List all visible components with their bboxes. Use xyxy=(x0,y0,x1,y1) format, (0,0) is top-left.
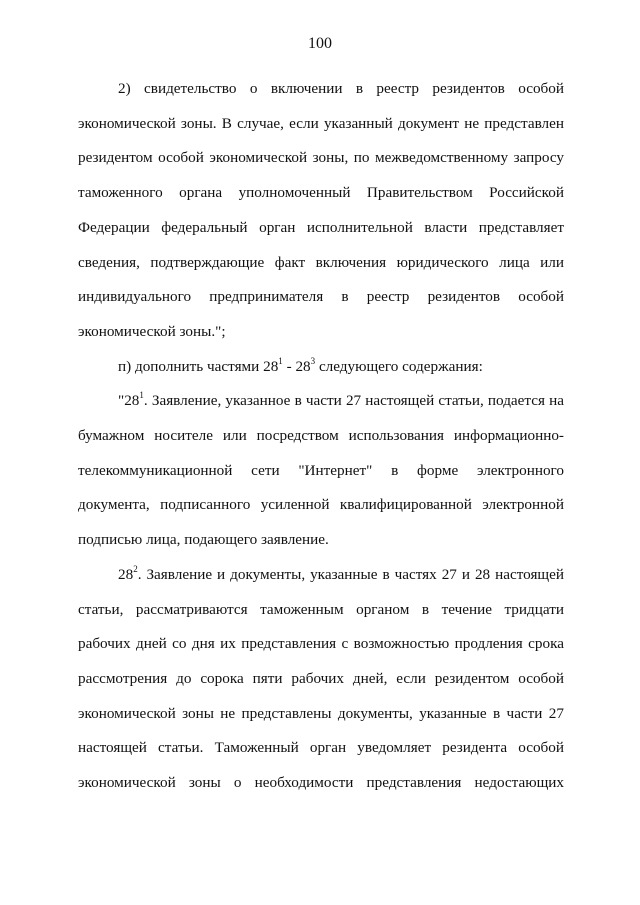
amendment-intro-text: следующего содержания: xyxy=(315,357,483,375)
paragraph-certificate: 2) свидетельство о включении в реестр резидентов особой экономической зоны. В случае, если указанный документ не представлен резидентом особой экономической зоны, по межведомственному запросу таможенного органа уполномоченный Правительством Российской Федерации федеральный орган исполнительной власти представляет сведения, подтверждающие факт включения юридического лица или индивидуального предпринимателя в реестр резидентов особой экономической зоны."; xyxy=(78,80,564,340)
paragraph-part-28-2 xyxy=(78,558,564,801)
superscript: 1 xyxy=(278,355,283,366)
part-28-1-prefix: "28 xyxy=(118,392,140,410)
paragraph-amendment-intro xyxy=(78,350,564,385)
document-body xyxy=(78,72,564,801)
part-28-2-text: . Заявление и документы, указанные в частях 27 и 28 настоящей статьи, рассматриваются таможенным органом в течение тридцати рабочих дней со дня их представления с возможностью продления срока рассмотрения до сорока пяти рабочих дней, если резидентом особой экономической зоны не представлены документы, указанные в части 27 настоящей статьи. Таможенный орган уведомляет резидента особой экономической зоны о необходимости представления недостающих xyxy=(78,565,564,792)
part-28-1-text: . Заявление, указанное в части 27 настоящей статьи, подается на бумажном носителе или посредством использования информационно-телекоммуникационной сети "Интернет" в форме электронного документа, подписанного усиленной квалифицированной электронной подписью лица, подающего заявление. xyxy=(78,392,564,549)
page-number: 100 xyxy=(308,35,332,52)
superscript: 1 xyxy=(139,390,144,401)
amendment-intro-text: - 28 xyxy=(282,357,311,375)
superscript: 2 xyxy=(133,563,138,574)
part-28-2-prefix: 28 xyxy=(118,565,134,583)
paragraph-part-28-1 xyxy=(78,384,564,558)
superscript: 3 xyxy=(310,355,316,366)
amendment-intro-text: п) дополнить частями 28 xyxy=(118,357,279,375)
